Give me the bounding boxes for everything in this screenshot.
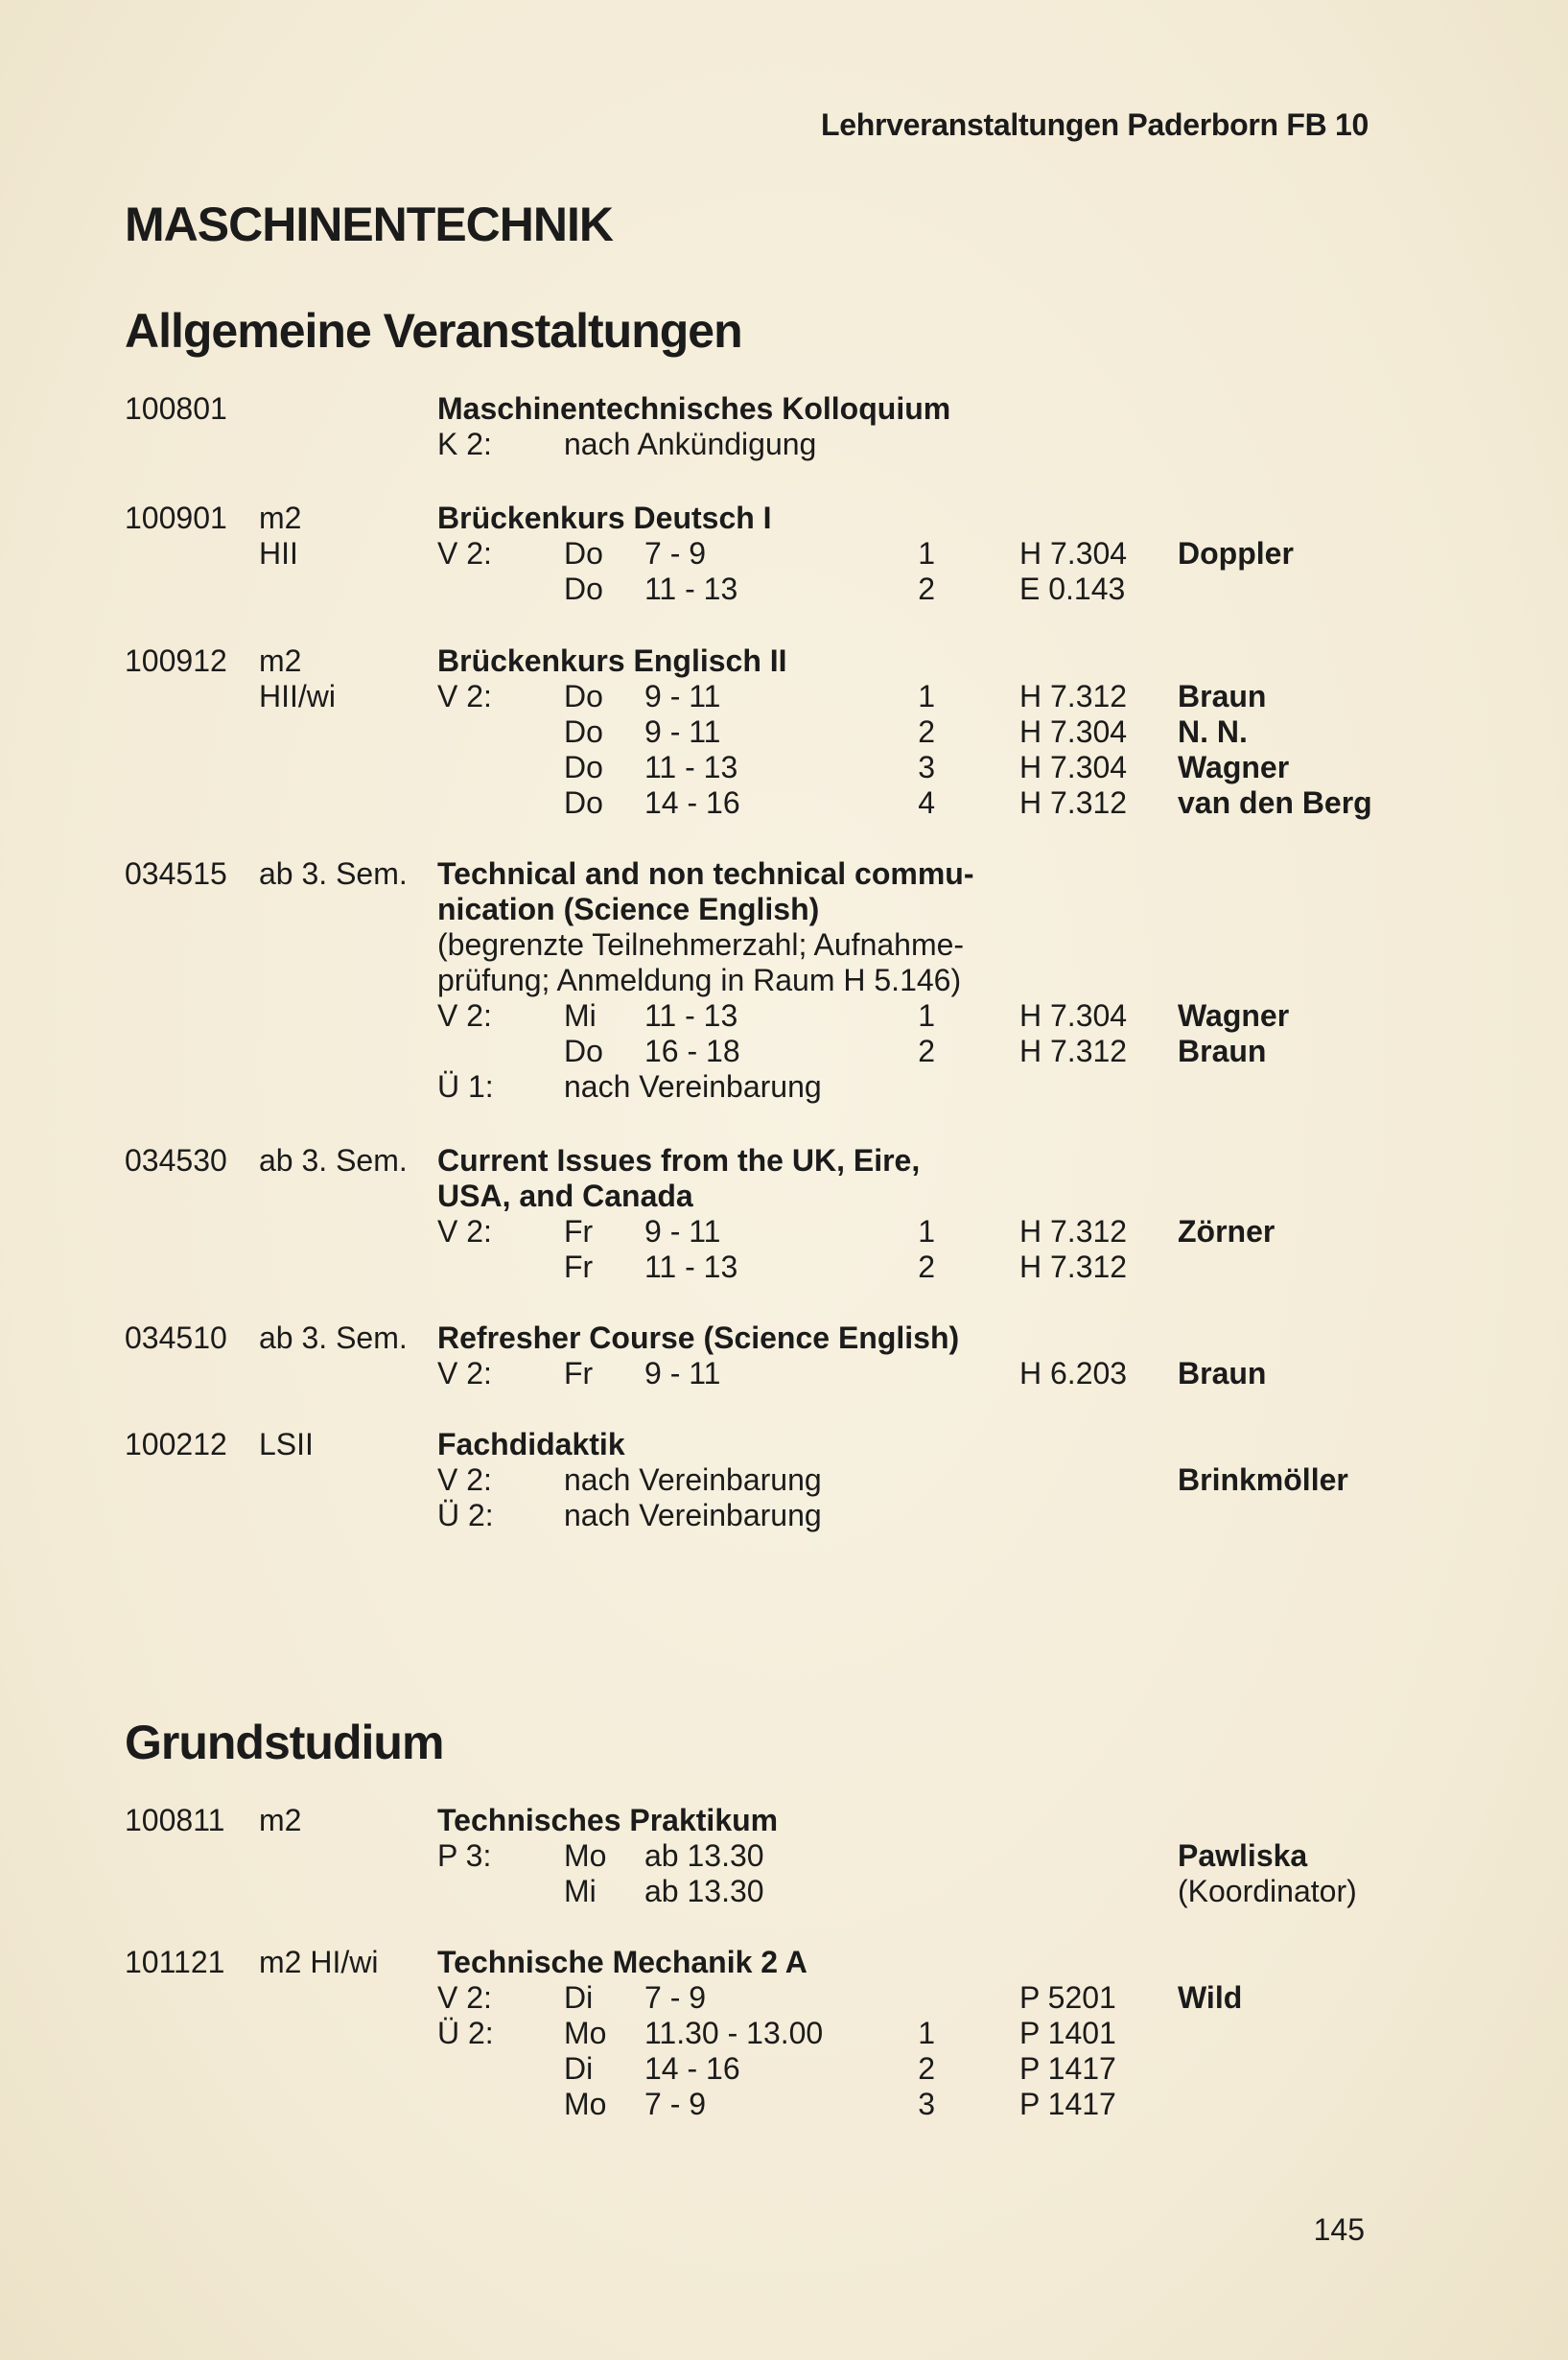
session-group: 3: [918, 2087, 935, 2121]
session-room: H 7.312: [1019, 679, 1128, 713]
session-time: 11.30 - 13.00: [644, 2016, 824, 2050]
course-target-group: m2 HI/wi: [259, 1945, 379, 1979]
session-lecturer: Wagner: [1178, 998, 1290, 1033]
course-title: Brückenkurs Englisch II: [437, 643, 787, 678]
session-group: 2: [918, 2051, 935, 2086]
session-room: E 0.143: [1019, 572, 1126, 606]
session-lecturer: Zörner: [1178, 1214, 1275, 1249]
session-group: 1: [918, 1214, 935, 1249]
session-lecturer: (Koordinator): [1178, 1874, 1357, 1908]
session-room: H 7.304: [1019, 998, 1128, 1033]
session-lecturer: Braun: [1178, 1034, 1267, 1068]
session-day: Mi: [564, 1874, 597, 1908]
session-lecturer: Pawliska: [1178, 1838, 1308, 1873]
course-number: 034530: [125, 1143, 227, 1178]
session-type: V 2:: [437, 1462, 492, 1497]
page-number: 145: [1313, 2212, 1365, 2247]
session-group: 1: [918, 679, 935, 713]
course-title: Current Issues from the UK, Eire,: [437, 1143, 921, 1178]
session-day: nach Vereinbarung: [564, 1069, 822, 1104]
session-type: V 2:: [437, 536, 492, 571]
session-day: Di: [564, 1980, 594, 2015]
session-type: Ü 2:: [437, 2016, 494, 2050]
session-day: Do: [564, 750, 603, 784]
session-day: Fr: [564, 1214, 594, 1249]
session-time: ab 13.30: [644, 1874, 764, 1908]
course-note: prüfung; Anmeldung in Raum H 5.146): [437, 963, 962, 997]
session-lecturer: Wild: [1178, 1980, 1243, 2015]
session-time: 11 - 13: [644, 572, 738, 606]
session-type: V 2:: [437, 1356, 492, 1390]
running-header: Lehrveranstaltungen Paderborn FB 10: [821, 107, 1369, 142]
course-title: USA, and Canada: [437, 1179, 693, 1213]
course-target-group: HII: [259, 536, 298, 571]
course-title: Technisches Praktikum: [437, 1803, 779, 1837]
session-type: Ü 2:: [437, 1498, 494, 1532]
session-group: 2: [918, 572, 935, 606]
session-time: 9 - 11: [644, 679, 721, 713]
course-number: 100811: [125, 1803, 225, 1837]
course-note: (begrenzte Teilnehmerzahl; Aufnahme-: [437, 927, 965, 962]
session-room: H 7.304: [1019, 536, 1128, 571]
session-room: P 1417: [1019, 2087, 1116, 2121]
course-target-group: m2: [259, 1803, 302, 1837]
section-heading: Grundstudium: [125, 1716, 444, 1769]
course-target-group: LSII: [259, 1427, 314, 1461]
course-title: Technische Mechanik 2 A: [437, 1945, 807, 1979]
session-day: Mi: [564, 998, 597, 1033]
course-target-group: ab 3. Sem.: [259, 856, 408, 891]
session-time: 9 - 11: [644, 1214, 721, 1249]
session-room: H 7.312: [1019, 1034, 1128, 1068]
session-room: H 7.312: [1019, 785, 1128, 820]
course-number: 100912: [125, 643, 227, 678]
session-day: Do: [564, 536, 603, 571]
session-group: 2: [918, 1250, 935, 1284]
session-time: 7 - 9: [644, 2087, 707, 2121]
course-target-group: m2: [259, 501, 302, 535]
course-title: nication (Science English): [437, 892, 820, 926]
session-time: ab 13.30: [644, 1838, 764, 1873]
session-day: nach Vereinbarung: [564, 1498, 822, 1532]
course-title: Refresher Course (Science English): [437, 1320, 960, 1355]
session-time: 16 - 18: [644, 1034, 740, 1068]
section-heading: Allgemeine Veranstaltungen: [125, 304, 742, 358]
course-target-group: HII/wi: [259, 679, 336, 713]
session-type: V 2:: [437, 1980, 492, 2015]
session-room: H 7.312: [1019, 1214, 1128, 1249]
course-target-group: m2: [259, 643, 302, 678]
session-group: 4: [918, 785, 935, 820]
session-day: Do: [564, 1034, 603, 1068]
session-time: 14 - 16: [644, 2051, 740, 2086]
session-lecturer: Brinkmöller: [1178, 1462, 1348, 1497]
session-time: 9 - 11: [644, 1356, 721, 1390]
session-day: Do: [564, 785, 603, 820]
session-lecturer: van den Berg: [1178, 785, 1372, 820]
course-title: Technical and non technical commu-: [437, 856, 974, 891]
session-lecturer: Doppler: [1178, 536, 1294, 571]
session-day: Mo: [564, 2087, 607, 2121]
session-day: Do: [564, 679, 603, 713]
session-type: V 2:: [437, 998, 492, 1033]
session-room: P 1417: [1019, 2051, 1116, 2086]
session-type: K 2:: [437, 427, 492, 461]
department-heading: MASCHINENTECHNIK: [125, 198, 613, 251]
session-group: 1: [918, 998, 935, 1033]
course-target-group: ab 3. Sem.: [259, 1320, 408, 1355]
session-day: Do: [564, 714, 603, 749]
course-title: Maschinentechnisches Kolloquium: [437, 391, 951, 426]
session-room: P 1401: [1019, 2016, 1116, 2050]
course-target-group: ab 3. Sem.: [259, 1143, 408, 1178]
session-time: 11 - 13: [644, 998, 738, 1033]
session-group: 1: [918, 2016, 935, 2050]
session-type: Ü 1:: [437, 1069, 494, 1104]
session-day: Mo: [564, 1838, 607, 1873]
course-title: Brückenkurs Deutsch I: [437, 501, 772, 535]
session-time: 14 - 16: [644, 785, 740, 820]
session-day: Di: [564, 2051, 594, 2086]
session-group: 2: [918, 1034, 935, 1068]
session-group: 2: [918, 714, 935, 749]
session-lecturer: Wagner: [1178, 750, 1290, 784]
course-number: 034510: [125, 1320, 227, 1355]
session-lecturer: Braun: [1178, 679, 1267, 713]
session-lecturer: Braun: [1178, 1356, 1267, 1390]
session-time: 11 - 13: [644, 1250, 738, 1284]
session-time: 7 - 9: [644, 1980, 707, 2015]
session-type: V 2:: [437, 1214, 492, 1249]
session-day: Fr: [564, 1356, 594, 1390]
session-day: Mo: [564, 2016, 607, 2050]
session-time: 7 - 9: [644, 536, 707, 571]
course-number: 100801: [125, 391, 227, 426]
session-lecturer: N. N.: [1178, 714, 1248, 749]
course-number: 101121: [125, 1945, 225, 1979]
session-room: H 7.304: [1019, 750, 1128, 784]
course-number: 100901: [125, 501, 227, 535]
course-number: 100212: [125, 1427, 227, 1461]
session-time: 9 - 11: [644, 714, 721, 749]
session-day: nach Vereinbarung: [564, 1462, 822, 1497]
session-room: H 6.203: [1019, 1356, 1128, 1390]
session-day: nach Ankündigung: [564, 427, 817, 461]
session-day: Fr: [564, 1250, 594, 1284]
session-type: V 2:: [437, 679, 492, 713]
session-type: P 3:: [437, 1838, 492, 1873]
course-number: 034515: [125, 856, 227, 891]
session-day: Do: [564, 572, 603, 606]
session-room: H 7.312: [1019, 1250, 1128, 1284]
course-title: Fachdidaktik: [437, 1427, 625, 1461]
session-room: H 7.304: [1019, 714, 1128, 749]
session-room: P 5201: [1019, 1980, 1116, 2015]
session-time: 11 - 13: [644, 750, 738, 784]
session-group: 3: [918, 750, 935, 784]
session-group: 1: [918, 536, 935, 571]
